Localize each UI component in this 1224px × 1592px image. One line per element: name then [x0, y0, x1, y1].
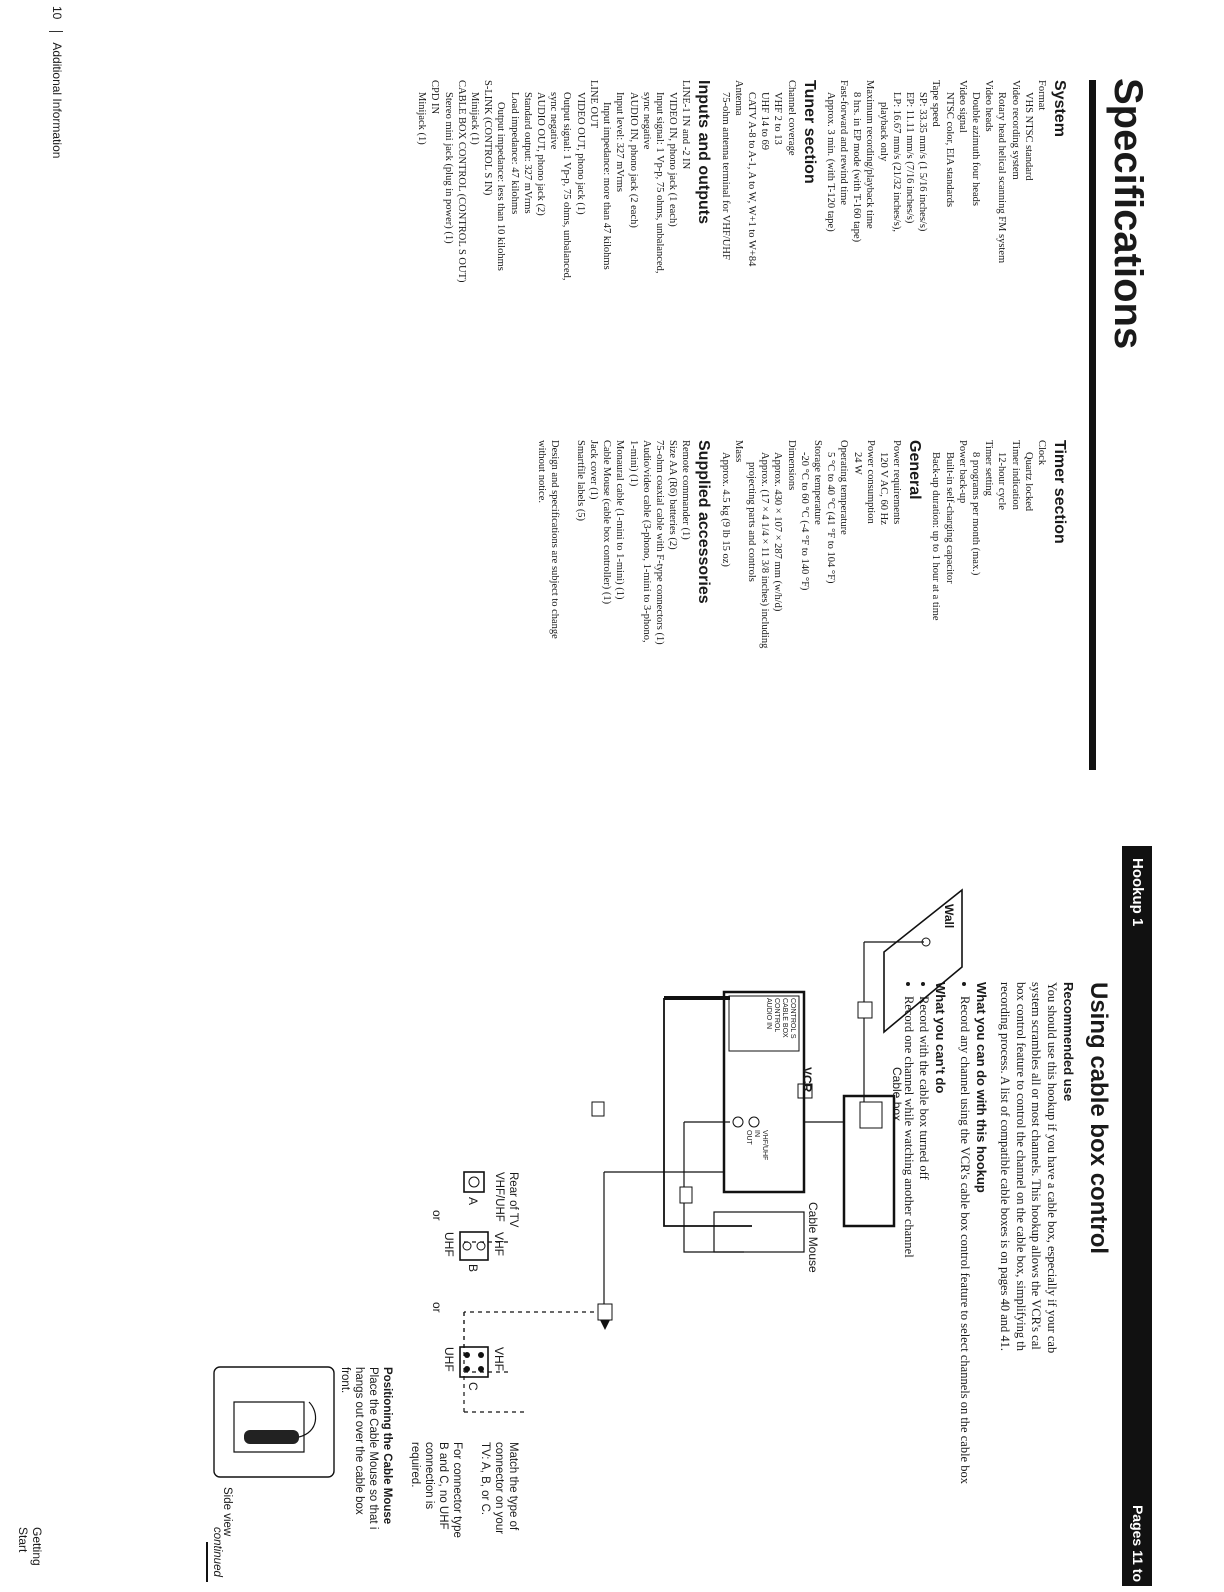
spec-line: Dimensions — [785, 440, 797, 491]
rear-tv-line-2: VHF/UHF — [493, 1172, 505, 1222]
timer-list — [929, 440, 1048, 780]
port-b-label: B — [466, 1264, 480, 1273]
spec-line: Standard output: 327 mVrms — [521, 92, 533, 214]
note-line-1: Design and specifications are subject to change — [549, 440, 561, 639]
vcr-label: VCR — [800, 1067, 814, 1093]
accessories-list — [574, 440, 693, 780]
spec-line: Minijack (1) — [469, 92, 481, 145]
spec-column-2 — [535, 440, 1074, 780]
spec-line: Format — [1036, 80, 1047, 111]
spec-line: Output signal: 1 Vp-p, 75 ohms, unbalanced, — [561, 92, 573, 281]
tv-connector-b — [460, 1232, 488, 1260]
pages-label: Pages 11 to — [1130, 1504, 1146, 1582]
spec-line: 1-mini) (1) — [627, 440, 639, 487]
left-footer — [49, 6, 64, 158]
right-footer: Getting Start — [16, 1527, 44, 1566]
match-line-2: connector on your — [493, 1442, 505, 1535]
cable-mouse-shape — [714, 1212, 804, 1252]
recommended-heading: Recommended use — [1061, 982, 1076, 1102]
spec-line: Video signal — [956, 80, 968, 133]
wall-label: Wall — [942, 904, 956, 929]
match-line-1: Match the type of — [507, 1442, 519, 1531]
spec-line: sync negative — [640, 92, 652, 150]
uhf-b-label: UHF — [442, 1232, 456, 1257]
port-a-label: A — [466, 1197, 480, 1206]
hookup-label: Hookup 1 — [1129, 858, 1146, 927]
rear-tv-line-1: Rear of TV — [507, 1172, 519, 1228]
vcr-port-audio-in: AUDIO IN — [765, 998, 772, 1030]
spec-line: Power back-up — [956, 440, 968, 504]
vcr-port-out: OUT — [745, 1130, 752, 1145]
spec-line: Cable Mouse (cable box controller) (1) — [601, 440, 613, 605]
spec-line: Power consumption — [864, 440, 876, 524]
bullet-item: • Record with the cable box turned off — [916, 996, 932, 1592]
spec-line: Load impedance: 47 kilohms — [508, 92, 520, 215]
cannot-heading: What you can't do — [933, 982, 949, 1094]
bullet-item: • Record any channel using the VCR's cable box control feature to select channels on the cable box — [957, 996, 973, 1592]
port-c-label: C — [466, 1382, 480, 1391]
spec-line: VIDEO OUT, phono jack (1) — [574, 92, 586, 215]
spec-line: Approx. (17 × 4 1/4 × 11 3/8 inches) including — [759, 452, 771, 649]
spec-line: Storage temperature — [811, 440, 823, 525]
spec-line: projecting parts and controls — [745, 462, 757, 582]
spec-line: Back-up duration: up to 1 hour at a time — [930, 452, 942, 621]
connector-line-2: B and C, no UHF — [437, 1442, 449, 1530]
connector-note — [408, 1442, 464, 1582]
general-list — [718, 440, 903, 780]
hookup-title: Using cable box control — [1085, 982, 1112, 1255]
can-heading: What you can do with this hookup — [974, 982, 989, 1193]
spec-line: 8 hrs. in EP mode (with T-160 tape) — [851, 92, 863, 243]
spec-line: Smartfile labels (5) — [574, 440, 586, 522]
spec-line: S-LINK (CONTROL S IN) — [482, 80, 494, 196]
spec-line: Approx. 4.5 kg (9 lb 15 oz) — [719, 452, 731, 567]
vcr-port-control-s: CONTROL S — [789, 998, 796, 1039]
inputs-heading: Inputs and outputs — [695, 80, 713, 224]
spec-line: -20 °C to 60 °C (-4 °F to 140 °F) — [798, 452, 810, 591]
vcr-port-control: CONTROL — [773, 998, 780, 1033]
inputs-list — [415, 80, 692, 420]
spec-line: LINE-1 IN and -2 IN — [680, 80, 692, 170]
spec-line: NTSC color, EIA standards — [943, 92, 955, 208]
spec-line: Tape speed — [930, 80, 942, 127]
spec-line: Timer indication — [1009, 440, 1021, 510]
spec-line: EP: 11.11 mm/s (7/16 inches/s) — [903, 92, 915, 224]
spec-line: AUDIO OUT, phono jack (2) — [535, 92, 547, 216]
spec-line: Fast-forward and rewind time — [837, 80, 849, 206]
spec-line: Size AA (R6) batteries (2) — [667, 440, 679, 550]
spec-line: Quartz locked — [1022, 452, 1034, 512]
spec-line: 8 programs per month (max.) — [969, 452, 981, 576]
spec-line: 75-ohm coaxial cable with F-type connectors (1) — [653, 440, 665, 645]
spec-line: VIDEO IN, phono jack (1 each) — [667, 92, 679, 227]
spec-line: CABLE BOX CONTROL (CONTROL S OUT) — [455, 80, 467, 283]
cable-connector-1 — [858, 1002, 872, 1018]
recommended-line: recording process. A list of compatible cable boxes is on pages 40 and 41. — [998, 982, 1013, 1352]
title-rule — [1089, 80, 1096, 770]
footer-section: Additional Information — [50, 42, 64, 159]
side-view-label: Side view — [221, 1487, 233, 1537]
spec-line: Video heads — [983, 80, 995, 132]
accessories-heading: Supplied accessories — [695, 440, 713, 604]
system-list — [824, 80, 1048, 420]
spec-line: Input impedance: more than 47 kilohms — [601, 102, 613, 270]
vcr-rf-labels — [744, 1130, 768, 1160]
positioning-line-3: front. — [339, 1367, 351, 1394]
spec-line: Monaural cable (1-mini to 1-mini) (1) — [614, 440, 626, 600]
spec-line: Approx. 3 min. (with T-120 tape) — [824, 92, 836, 232]
recommended-line: system scrambles all or most channels. This hookup allows the VCR's cal — [1029, 982, 1044, 1350]
spec-column-1 — [415, 80, 1074, 420]
spec-line: Audio/video cable (3-phono, 1-mini to 3-phono, — [640, 440, 652, 643]
spec-line: Mass — [732, 440, 744, 463]
spec-line: CPD IN — [429, 80, 441, 115]
spec-line: Approx. 430 × 107 × 287 mm (w/h/d) — [772, 452, 784, 612]
continued-label: continued — [211, 1527, 223, 1577]
or-label-2: or — [430, 1302, 444, 1313]
page-number: 10 — [50, 6, 64, 20]
cable-box-label: Cable box — [890, 1067, 904, 1122]
spec-line: AUDIO IN, phono jack (2 each) — [627, 92, 639, 228]
spec-line: Video recording system — [1009, 80, 1021, 180]
spec-line: LP: 16.67 mm/s (21/32 inches/s), — [890, 92, 902, 232]
spec-line: Antenna — [732, 80, 744, 116]
spec-line: playback only — [877, 102, 889, 162]
vhf-b-label: VHF — [492, 1232, 506, 1256]
spec-line: 120 V AC, 60 Hz — [877, 452, 889, 525]
spec-line: Built-in self-charging capacitor — [943, 452, 955, 584]
spec-line: Rotary head helical scanning FM system — [996, 92, 1008, 264]
spec-line: CATV A-8 to A-1, A to W, W+1 to W+84 — [745, 92, 757, 267]
or-label-1: or — [430, 1210, 444, 1221]
match-note — [478, 1442, 520, 1582]
spec-line: 12-hour cycle — [996, 452, 1008, 511]
footer-divider — [49, 31, 63, 32]
spec-line: VHF 2 to 13 — [772, 92, 784, 145]
left-page — [0, 0, 1224, 792]
spec-line: Channel coverage — [785, 80, 797, 156]
page-title: Specifications — [1106, 78, 1150, 350]
positioning-note — [338, 1367, 394, 1582]
spec-line: SP: 33.35 mm/s (1 5/16 inches/s) — [917, 92, 929, 232]
spec-line: LINE OUT — [587, 80, 599, 129]
spec-line: 5 °C to 40 °C (41 °F to 104 °F) — [825, 452, 837, 584]
spec-line: UHF 14 to 69 — [759, 92, 771, 151]
cable-mouse-label: Cable Mouse — [806, 1202, 820, 1273]
cable-box-port — [860, 1102, 882, 1128]
spec-line: Remote commander (1) — [680, 440, 692, 540]
spec-line: Double azimuth four heads — [969, 92, 981, 207]
general-heading: General — [906, 440, 924, 500]
spec-line: Power requirements — [891, 440, 903, 525]
vcr-port-labels — [764, 998, 796, 1039]
spec-line: Output impedance: less than 10 kilohms — [495, 102, 507, 271]
spec-line: 24 W — [851, 452, 863, 475]
positioning-line-1: Place the Cable Mouse so that i — [367, 1367, 379, 1530]
spec-line: sync negative — [548, 92, 560, 150]
hookup-diagram — [0, 792, 1224, 1584]
spec-line: Operating temperature — [838, 440, 850, 535]
vcr-port-in: IN — [753, 1130, 760, 1137]
tv-connector-a — [464, 1172, 484, 1192]
spec-line: Minijack (1) — [416, 92, 428, 145]
connector-line-4: required. — [409, 1442, 421, 1488]
recommended-line: box control feature to control the channel on the cable box, simplifying th — [1014, 982, 1028, 1351]
spec-line: Input level: 327 mVrms — [614, 92, 626, 192]
vcr-port-cable-box: CABLE BOX — [781, 998, 788, 1038]
tuner-heading: Tuner section — [800, 80, 818, 184]
vcr-port-vhf-uhf: VHF/UHF — [761, 1130, 768, 1161]
tuner-list — [718, 80, 797, 420]
recommended-line: You should use this hookup if you have a cable box, especially if your cab — [1045, 982, 1059, 1354]
spec-line: 75-ohm antenna terminal for VHF/UHF — [719, 92, 731, 260]
match-line-3: TV: A, B, or C. — [479, 1442, 491, 1516]
right-page — [0, 792, 1224, 1584]
connector-line-1: For connector type — [451, 1442, 463, 1538]
spec-line: VHS NTSC standard — [1022, 92, 1034, 181]
rear-tv-label — [492, 1172, 520, 1227]
positioning-line-2: hangs out over the cable box — [353, 1367, 365, 1515]
note-line-2: without notice. — [536, 440, 548, 503]
side-view-box — [214, 1367, 334, 1477]
spec-line: Input signal: 1 Vp-p, 75 ohms, unbalanced, — [653, 92, 665, 274]
spec-line: Jack cover (1) — [587, 440, 599, 500]
system-heading: System — [1051, 80, 1068, 137]
spec-line: Maximum recording/playback time — [864, 80, 876, 229]
timer-heading: Timer section — [1051, 440, 1068, 544]
spec-line: Stereo mini jack (plug in power) (1) — [442, 92, 454, 244]
spec-line: Timer setting — [983, 440, 995, 496]
connector-line-3: connection is — [423, 1442, 435, 1510]
vhf-c-label: VHF — [492, 1347, 506, 1371]
bullet-item: • Record one channel while watching another channel — [901, 996, 917, 1592]
uhf-c-label: UHF — [442, 1347, 456, 1372]
spec-line: Clock — [1036, 440, 1047, 466]
positioning-heading: Positioning the Cable Mouse — [381, 1367, 393, 1525]
